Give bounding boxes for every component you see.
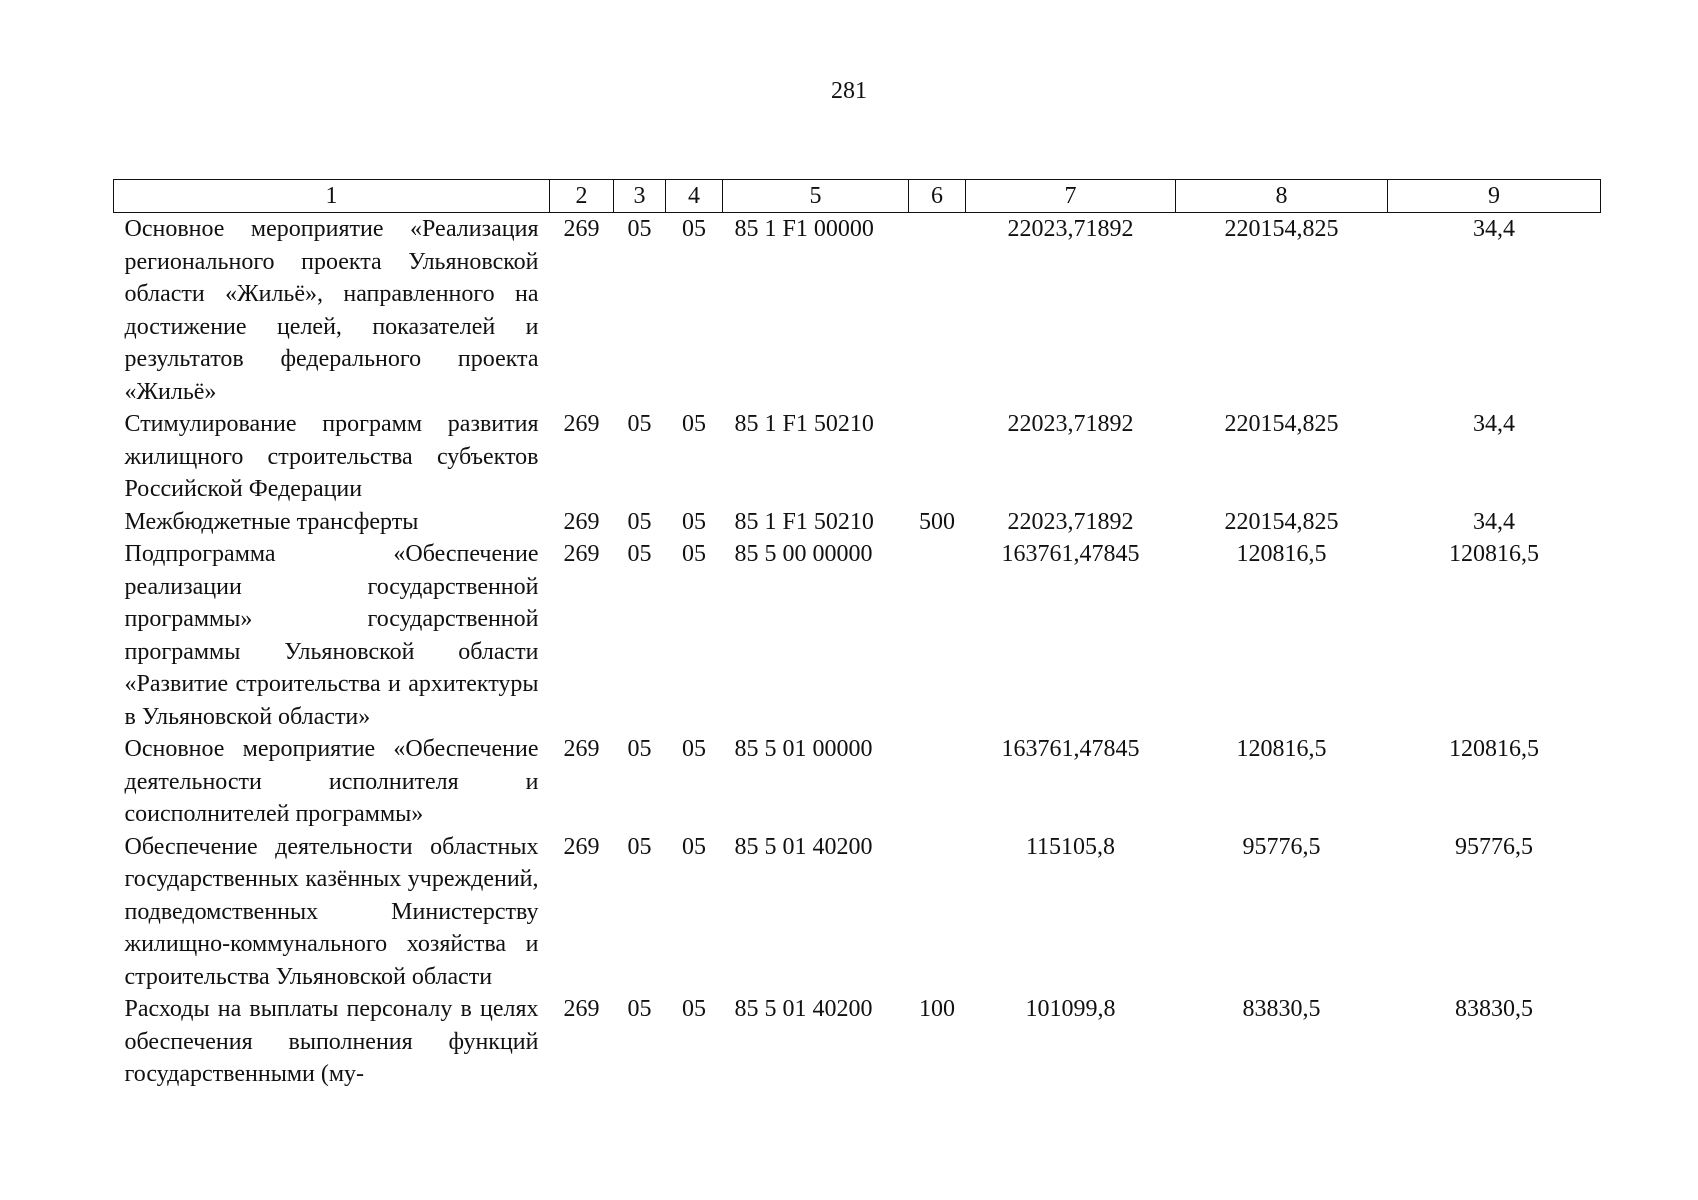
row-name: Обеспечение деятельности областных государственных казённых учреждений, подведомственных Министерству жилищно-коммунального хозяйства и строительства Ульяновской области [124, 833, 539, 990]
header-col-3: 3 [614, 180, 666, 213]
row-csr: 85 5 01 40200 [734, 833, 873, 860]
row-name: Межбюджетные трансферты [124, 508, 419, 535]
row-value-8: 120816,5 [1236, 541, 1327, 567]
row-gr: 269 [563, 541, 600, 567]
budget-table-container [113, 179, 1600, 1091]
row-csr: 85 5 00 00000 [734, 541, 873, 567]
budget-table [113, 179, 1601, 1091]
row-value-7: 163761,47845 [1001, 541, 1140, 567]
row-vr: 100 [919, 996, 955, 1022]
table-row [114, 408, 1601, 506]
row-value-9: 83830,5 [1455, 996, 1533, 1022]
row-name: Подпрограмма «Обеспечение реализации государственной программы» государственной программы Ульяновской области «Развитие строительства и архитектуры в Ульяновской области» [124, 541, 539, 730]
table-row [114, 831, 1601, 994]
header-col-5: 5 [723, 180, 909, 213]
row-csr: 85 1 F1 50210 [734, 508, 874, 535]
row-value-7: 22023,71892 [1007, 216, 1134, 242]
row-value-7: 22023,71892 [1007, 508, 1134, 535]
row-pr: 05 [682, 216, 706, 242]
row-vr [909, 733, 966, 831]
page-number: 281 [831, 78, 867, 104]
row-rz: 05 [627, 541, 652, 567]
header-col-2: 2 [550, 180, 614, 213]
row-rz: 05 [627, 996, 652, 1022]
row-csr: 85 1 F1 00000 [734, 216, 874, 242]
row-value-7: 22023,71892 [1007, 411, 1134, 437]
row-pr: 05 [682, 996, 706, 1022]
row-value-7: 101099,8 [1025, 996, 1116, 1022]
row-rz: 05 [627, 736, 652, 762]
row-value-8: 83830,5 [1242, 996, 1321, 1022]
row-gr: 269 [563, 508, 600, 535]
row-pr: 05 [682, 508, 706, 535]
header-row [114, 180, 1601, 213]
row-value-9: 34,4 [1473, 508, 1515, 535]
row-name: Основное мероприятие «Реализация регионального проекта Ульяновской области «Жильё», направленного на достижение целей, показателей и результатов федерального проекта «Жильё» [124, 216, 539, 405]
table-row [114, 993, 1601, 1091]
table-row [114, 733, 1601, 831]
table-row [114, 538, 1601, 733]
header-col-9: 9 [1388, 180, 1601, 213]
row-value-8: 220154,825 [1224, 411, 1339, 437]
table-row [114, 506, 1601, 539]
row-value-9: 120816,5 [1449, 736, 1539, 762]
table-body [114, 213, 1601, 1091]
row-value-7: 163761,47845 [1001, 736, 1140, 762]
row-value-8: 95776,5 [1242, 833, 1321, 860]
row-value-9: 95776,5 [1455, 833, 1533, 860]
row-csr: 85 5 01 00000 [734, 736, 873, 762]
row-gr: 269 [563, 996, 600, 1022]
row-pr: 05 [682, 736, 706, 762]
header-col-6: 6 [909, 180, 966, 213]
row-rz: 05 [627, 508, 652, 535]
header-col-7: 7 [966, 180, 1176, 213]
row-vr [909, 408, 966, 506]
row-name: Расходы на выплаты персоналу в целях обеспечения выполнения функций государственными (му- [124, 996, 539, 1087]
row-value-8: 220154,825 [1224, 508, 1339, 535]
row-value-8: 120816,5 [1236, 736, 1327, 762]
row-rz: 05 [627, 411, 652, 437]
row-vr [909, 538, 966, 733]
header-col-1: 1 [114, 180, 550, 213]
row-pr: 05 [682, 541, 706, 567]
row-csr: 85 1 F1 50210 [734, 411, 874, 437]
row-vr [909, 213, 966, 409]
row-value-8: 220154,825 [1224, 216, 1339, 242]
row-pr: 05 [682, 411, 706, 437]
row-gr: 269 [563, 736, 600, 762]
row-vr [909, 831, 966, 994]
table-header [114, 180, 1601, 213]
row-value-9: 120816,5 [1449, 541, 1539, 567]
row-gr: 269 [563, 833, 600, 860]
row-value-9: 34,4 [1473, 411, 1515, 437]
row-name: Стимулирование программ развития жилищного строительства субъектов Российской Федерации [124, 411, 539, 502]
header-col-8: 8 [1176, 180, 1388, 213]
row-name: Основное мероприятие «Обеспечение деятельности исполнителя и соисполнителей программы» [124, 736, 539, 827]
row-rz: 05 [627, 833, 652, 860]
row-vr: 500 [919, 508, 955, 535]
row-gr: 269 [563, 411, 600, 437]
row-gr: 269 [563, 216, 600, 242]
row-value-7: 115105,8 [1025, 833, 1116, 860]
row-value-9: 34,4 [1473, 216, 1515, 242]
row-csr: 85 5 01 40200 [734, 996, 873, 1022]
header-col-4: 4 [666, 180, 723, 213]
row-rz: 05 [627, 216, 652, 242]
table-row [114, 213, 1601, 409]
row-pr: 05 [682, 833, 706, 860]
